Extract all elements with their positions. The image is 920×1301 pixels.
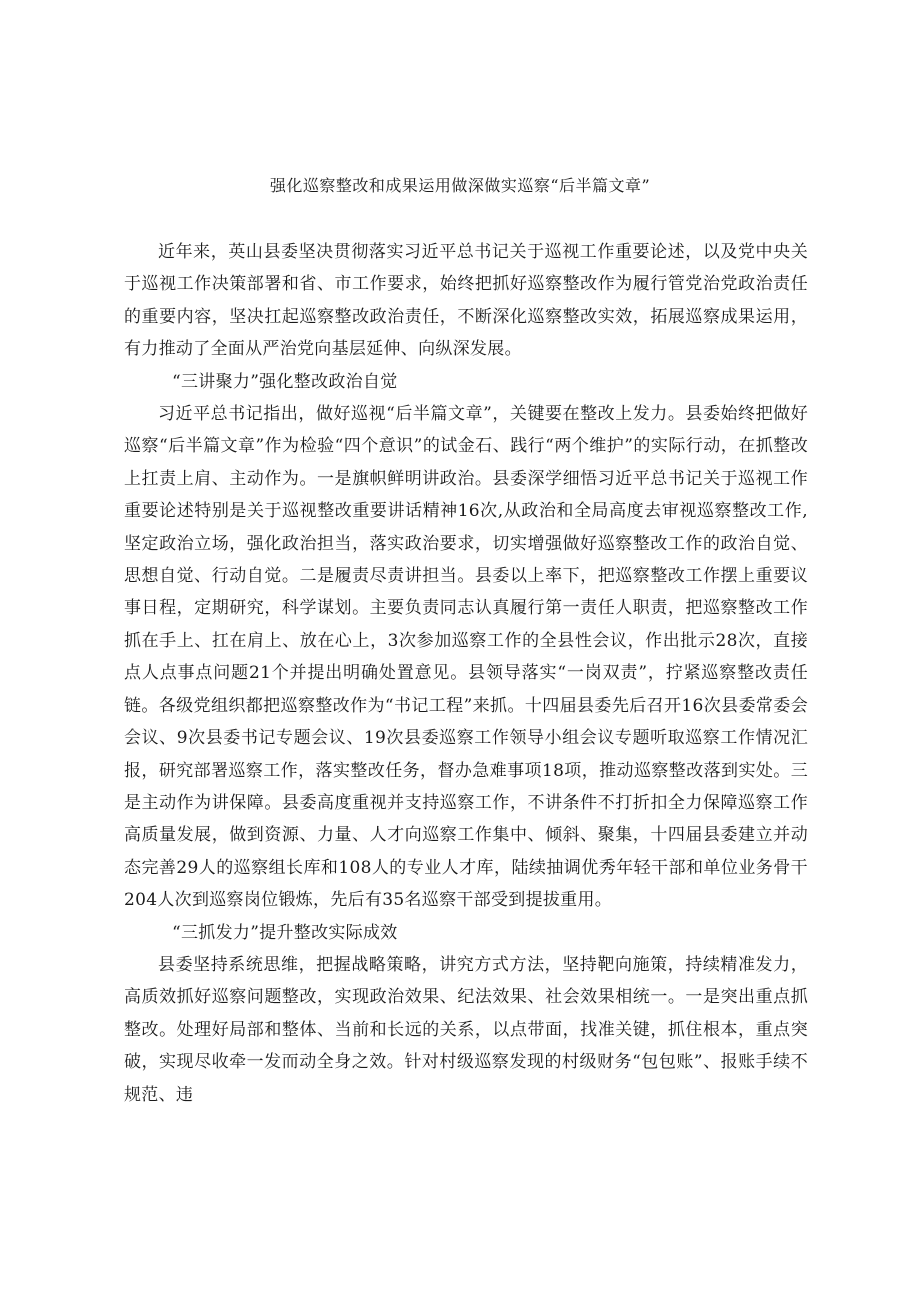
section-heading-2: “三抓发力”提升整改实际成效	[172, 922, 398, 943]
document-title: 强化巡察整改和成果运用做深做实巡察“后半篇文章”	[269, 176, 651, 195]
section-1-paragraph: 习近平总书记指出，做好巡视“后半篇文章”，关键要在整改上发力。县委始终把做好巡察“后半篇文章”作为检验“四个意识”的试金石、践行“两个维护”的实际行动，在抓整改上扛责上肩、主动作为。一是旗帜鲜明讲政治。县委深学细悟习近平总书记关于巡视工作重要论述特别是关于巡视整改重要讲话精神16次,从政治和全局高度去审视巡察整改工作,坚定政治立场，强化政治担当，落实政治要求，切实增强做好巡察整改工作的政治自觉、思想自觉、行动自觉。二是履责尽责讲担当。县委以上率下，把巡察整改工作摆上重要议事日程，定期研究，科学谋划。主要负责同志认真履行第一责任人职责，把巡察整改工作抓在手上、扛在肩上、放在心上，3次参加巡察工作的全县性会议，作出批示28次，直接点人点事点问题21个并提出明确处置意见。县领导落实“一岗双责”，拧紧巡察整改责任链。各级党组织都把巡察整改作为“书记工程”来抓。十四届县委先后召开16次县委常委会会议、9次县委书记专题会议、19次县委巡察工作领导小组会议专题听取巡察工作情况汇报，研究部署巡察工作，落实整改任务，督办急难事项18项，推动巡察整改落到实处。三是主动作为讲保障。县委高度重视并支持巡察工作，不讲条件不打折扣全力保障巡察工作高质量发展，做到资源、力量、人才向巡察工作集中、倾斜、聚集，十四届县委建立并动态完善29人的巡察组长库和108人的专业人才库，陆续抽调优秀年轻干部和单位业务骨干204人次到巡察岗位锻炼，先后有35名巡察干部受到提拔重用。	[124, 404, 808, 911]
section-2-paragraph: 县委坚持系统思维，把握战略策略，讲究方式方法，坚持靶向施策，持续精准发力，高质效抓好巡察问题整改，实现政治效果、纪法效果、社会效果相统一。一是突出重点抓整改。处理好局部和整体、当前和长远的关系，以点带面，找准关键，抓住根本，重点突破，实现尽收牵一发而动全身之效。针对村级巡察发现的村级财务“包包账”、报账手续不规范、违	[124, 954, 808, 1105]
section-heading-1: “三讲聚力”强化整改政治自觉	[172, 371, 398, 392]
document-body	[124, 236, 808, 1111]
intro-paragraph: 近年来，英山县委坚决贯彻落实习近平总书记关于巡视工作重要论述，以及党中央关于巡视工作决策部署和省、市工作要求，始终把抓好巡察整改作为履行管党治党政治责任的重要内容，坚决扛起巡察整改政治责任，不断深化巡察整改实效，拓展巡察成果运用，有力推动了全面从严治党向基层延伸、向纵深发展。	[124, 242, 808, 360]
